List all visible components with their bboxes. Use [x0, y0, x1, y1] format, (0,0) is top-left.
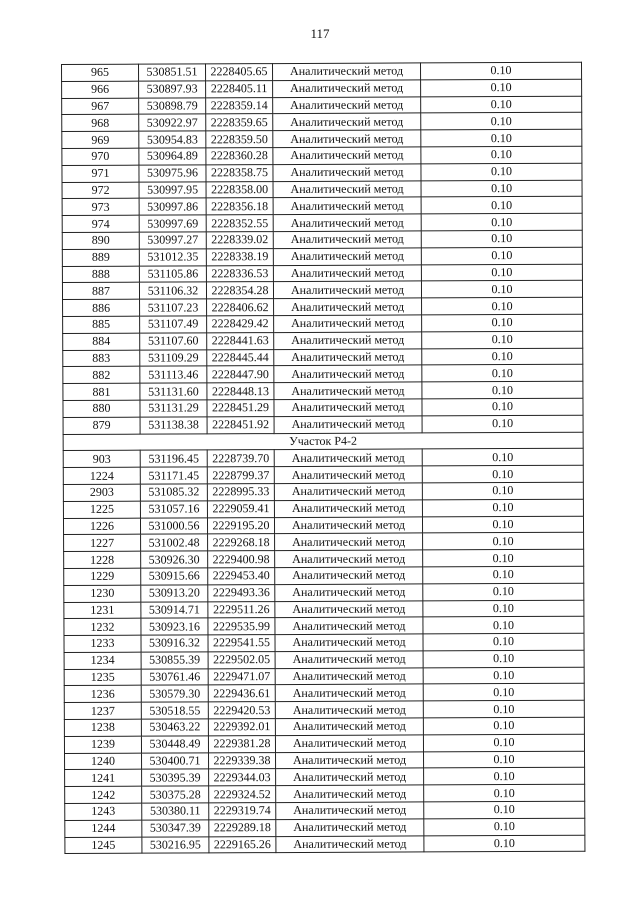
table-row — [63, 499, 583, 518]
table-row — [63, 482, 583, 501]
x-coordinate: 531105.86 — [139, 265, 206, 282]
x-coordinate: 531000.56 — [140, 517, 207, 534]
method-cell: Аналитический метод — [275, 684, 423, 701]
x-coordinate: 530216.95 — [142, 837, 209, 854]
point-number: 970 — [62, 148, 139, 165]
y-coordinate: 2228358.75 — [206, 164, 273, 181]
point-number: 971 — [62, 165, 139, 182]
method-cell: Аналитический метод — [274, 348, 422, 365]
point-number: 1236 — [64, 686, 141, 703]
method-cell: Аналитический метод — [275, 550, 423, 567]
accuracy-cell: 0.10 — [421, 281, 582, 298]
accuracy-cell: 0.10 — [421, 197, 582, 214]
method-cell: Аналитический метод — [273, 130, 421, 147]
accuracy-cell: 0.10 — [422, 381, 583, 398]
table-row — [62, 113, 582, 132]
point-number: 1237 — [64, 702, 141, 719]
table-row — [62, 230, 582, 249]
y-coordinate: 2229319.74 — [209, 803, 276, 820]
x-coordinate: 530923.16 — [141, 618, 208, 635]
y-coordinate: 2228338.19 — [206, 248, 273, 265]
y-coordinate: 2229436.61 — [208, 685, 275, 702]
table-row — [64, 701, 584, 720]
table-row — [62, 247, 582, 266]
accuracy-cell: 0.10 — [424, 835, 585, 852]
table-row — [62, 62, 582, 81]
point-number: 1243 — [65, 803, 142, 820]
table-row — [65, 784, 585, 803]
accuracy-cell: 0.10 — [424, 801, 585, 818]
method-cell: Аналитический метод — [275, 567, 423, 584]
accuracy-cell: 0.10 — [422, 465, 583, 482]
table-row — [64, 650, 584, 669]
point-number: 965 — [62, 64, 139, 81]
table-row — [63, 449, 583, 468]
x-coordinate: 530997.69 — [139, 215, 206, 232]
table-row — [64, 583, 584, 602]
x-coordinate: 530922.97 — [139, 114, 206, 131]
point-number: 2903 — [63, 484, 140, 501]
x-coordinate: 530463.22 — [141, 719, 208, 736]
table-row — [62, 79, 582, 98]
y-coordinate: 2229502.05 — [208, 651, 275, 668]
y-coordinate: 2228354.28 — [206, 282, 273, 299]
point-number: 1240 — [65, 753, 142, 770]
table-row — [64, 633, 584, 652]
method-cell: Аналитический метод — [273, 231, 421, 248]
y-coordinate: 2229541.55 — [208, 635, 275, 652]
accuracy-cell: 0.10 — [421, 163, 582, 180]
point-number: 1231 — [64, 602, 141, 619]
y-coordinate: 2229511.26 — [208, 601, 275, 618]
point-number: 1241 — [65, 770, 142, 787]
method-cell: Аналитический метод — [276, 836, 424, 853]
accuracy-cell: 0.10 — [423, 549, 584, 566]
point-number: 967 — [62, 98, 139, 115]
method-cell: Аналитический метод — [275, 584, 423, 601]
point-number: 1230 — [64, 585, 141, 602]
x-coordinate: 531196.45 — [140, 450, 207, 467]
y-coordinate: 2228799.37 — [207, 467, 274, 484]
y-coordinate: 2229453.40 — [208, 567, 275, 584]
y-coordinate: 2229324.52 — [209, 786, 276, 803]
x-coordinate: 530997.95 — [139, 181, 206, 198]
point-number: 883 — [63, 350, 140, 367]
method-cell: Аналитический метод — [274, 500, 422, 517]
x-coordinate: 530579.30 — [141, 685, 208, 702]
method-cell: Аналитический метод — [275, 651, 423, 668]
x-coordinate: 530954.83 — [139, 131, 206, 148]
table-row — [65, 768, 585, 787]
x-coordinate: 531106.32 — [139, 282, 206, 299]
table-row — [64, 717, 584, 736]
y-coordinate: 2228359.50 — [206, 131, 273, 148]
table-row — [64, 734, 584, 753]
x-coordinate: 531171.45 — [140, 467, 207, 484]
point-number: 968 — [62, 115, 139, 132]
method-cell: Аналитический метод — [274, 483, 422, 500]
accuracy-cell: 0.10 — [423, 566, 584, 583]
x-coordinate: 531002.48 — [141, 534, 208, 551]
table-row — [62, 264, 582, 283]
accuracy-cell: 0.10 — [421, 264, 582, 281]
point-number: 1227 — [64, 534, 141, 551]
x-coordinate: 531113.46 — [140, 366, 207, 383]
y-coordinate: 2228336.53 — [206, 265, 273, 282]
y-coordinate: 2229471.07 — [208, 668, 275, 685]
accuracy-cell: 0.10 — [422, 314, 583, 331]
x-coordinate: 530448.49 — [141, 736, 208, 753]
method-cell: Аналитический метод — [275, 533, 423, 550]
x-coordinate: 530851.51 — [139, 64, 206, 81]
y-coordinate: 2229059.41 — [207, 500, 274, 517]
method-cell: Аналитический метод — [274, 332, 422, 349]
y-coordinate: 2228405.11 — [206, 80, 273, 97]
table-row — [63, 381, 583, 400]
y-coordinate: 2228995.33 — [207, 483, 274, 500]
point-number: 881 — [63, 383, 140, 400]
point-number: 966 — [62, 81, 139, 98]
y-coordinate: 2228429.42 — [207, 316, 274, 333]
x-coordinate: 530855.39 — [141, 652, 208, 669]
accuracy-cell: 0.10 — [424, 768, 585, 785]
table-row — [64, 684, 584, 703]
method-cell: Аналитический метод — [273, 181, 421, 198]
method-cell: Аналитический метод — [274, 516, 422, 533]
page-number: 117 — [310, 26, 330, 41]
method-cell: Аналитический метод — [275, 718, 423, 735]
point-number: 974 — [62, 215, 139, 232]
accuracy-cell: 0.10 — [422, 482, 583, 499]
x-coordinate: 530347.39 — [142, 820, 209, 837]
table-row — [62, 180, 582, 199]
table-row — [64, 667, 584, 686]
point-number: 903 — [63, 450, 140, 467]
point-number: 1229 — [64, 568, 141, 585]
method-cell: Аналитический метод — [273, 97, 421, 114]
y-coordinate: 2229268.18 — [208, 534, 275, 551]
method-cell: Аналитический метод — [275, 668, 423, 685]
accuracy-cell: 0.10 — [422, 348, 583, 365]
table-row — [63, 331, 583, 350]
point-number: 972 — [62, 182, 139, 199]
point-number: 1242 — [65, 786, 142, 803]
x-coordinate: 530914.71 — [141, 601, 208, 618]
table-row — [63, 516, 583, 535]
method-cell: Аналитический метод — [276, 819, 424, 836]
table-row — [65, 818, 585, 837]
x-coordinate: 530761.46 — [141, 669, 208, 686]
accuracy-cell: 0.10 — [421, 180, 582, 197]
accuracy-cell: 0.10 — [421, 247, 582, 264]
point-number: 1228 — [64, 551, 141, 568]
method-cell: Аналитический метод — [274, 365, 422, 382]
method-cell: Аналитический метод — [274, 466, 422, 483]
x-coordinate: 531131.60 — [140, 383, 207, 400]
y-coordinate: 2228339.02 — [206, 232, 273, 249]
table-row — [65, 801, 585, 820]
method-cell: Аналитический метод — [275, 617, 423, 634]
y-coordinate: 2228739.70 — [207, 450, 274, 467]
y-coordinate: 2229289.18 — [209, 819, 276, 836]
point-number: 973 — [62, 199, 139, 216]
x-coordinate: 530395.39 — [142, 769, 209, 786]
y-coordinate: 2228359.65 — [206, 114, 273, 131]
y-coordinate: 2228358.00 — [206, 181, 273, 198]
table-row — [62, 197, 582, 216]
x-coordinate: 530375.28 — [142, 786, 209, 803]
x-coordinate: 531085.32 — [140, 484, 207, 501]
method-cell: Аналитический метод — [275, 701, 423, 718]
y-coordinate: 2228451.29 — [207, 400, 274, 417]
y-coordinate: 2229420.53 — [208, 702, 275, 719]
y-coordinate: 2229392.01 — [208, 719, 275, 736]
table-row — [63, 348, 583, 367]
accuracy-cell: 0.10 — [421, 146, 582, 163]
x-coordinate: 530997.27 — [139, 232, 206, 249]
accuracy-cell: 0.10 — [422, 499, 583, 516]
accuracy-cell: 0.10 — [423, 667, 584, 684]
x-coordinate: 531057.16 — [140, 501, 207, 518]
accuracy-cell: 0.10 — [423, 583, 584, 600]
table-row — [63, 415, 583, 434]
table-row — [64, 617, 584, 636]
x-coordinate: 531107.23 — [140, 299, 207, 316]
y-coordinate: 2228448.13 — [207, 383, 274, 400]
accuracy-cell: 0.10 — [421, 79, 582, 96]
table-row — [63, 365, 583, 384]
y-coordinate: 2229339.38 — [209, 752, 276, 769]
table-row — [65, 835, 585, 854]
table-row — [64, 533, 584, 552]
method-cell: Аналитический метод — [273, 80, 421, 97]
x-coordinate: 530915.66 — [141, 568, 208, 585]
method-cell: Аналитический метод — [273, 264, 421, 281]
method-cell: Аналитический метод — [274, 382, 422, 399]
table-row — [62, 96, 582, 115]
x-coordinate: 530913.20 — [141, 585, 208, 602]
accuracy-cell: 0.10 — [424, 784, 585, 801]
point-number: 890 — [62, 232, 139, 249]
point-number: 1232 — [64, 618, 141, 635]
method-cell: Аналитический метод — [273, 197, 421, 214]
y-coordinate: 2228405.65 — [206, 64, 273, 81]
method-cell: Аналитический метод — [275, 735, 423, 752]
method-cell: Аналитический метод — [274, 449, 422, 466]
point-number: 1226 — [63, 518, 140, 535]
point-number: 885 — [63, 316, 140, 333]
x-coordinate: 531107.60 — [140, 333, 207, 350]
point-number: 1244 — [65, 820, 142, 837]
y-coordinate: 2228356.18 — [206, 198, 273, 215]
accuracy-cell: 0.10 — [420, 62, 581, 79]
x-coordinate: 531131.29 — [140, 400, 207, 417]
y-coordinate: 2228441.63 — [207, 332, 274, 349]
point-number: 1224 — [63, 467, 140, 484]
point-number: 882 — [63, 367, 140, 384]
x-coordinate: 530897.93 — [139, 81, 206, 98]
y-coordinate: 2228447.90 — [207, 366, 274, 383]
y-coordinate: 2228406.62 — [207, 299, 274, 316]
method-cell: Аналитический метод — [274, 399, 422, 416]
x-coordinate: 530518.55 — [141, 702, 208, 719]
x-coordinate: 530898.79 — [139, 97, 206, 114]
y-coordinate: 2229381.28 — [208, 735, 275, 752]
x-coordinate: 530997.86 — [139, 198, 206, 215]
method-cell: Аналитический метод — [276, 785, 424, 802]
y-coordinate: 2228360.28 — [206, 148, 273, 165]
accuracy-cell: 0.10 — [422, 415, 583, 432]
accuracy-cell: 0.10 — [423, 701, 584, 718]
method-cell: Аналитический метод — [274, 298, 422, 315]
y-coordinate: 2228352.55 — [206, 215, 273, 232]
table-row — [62, 213, 582, 232]
y-coordinate: 2228445.44 — [207, 349, 274, 366]
accuracy-cell: 0.10 — [422, 398, 583, 415]
accuracy-cell: 0.10 — [421, 113, 582, 130]
point-number: 880 — [63, 400, 140, 417]
table-row — [64, 600, 584, 619]
point-number: 1238 — [64, 719, 141, 736]
x-coordinate: 531012.35 — [139, 249, 206, 266]
point-number: 1234 — [64, 652, 141, 669]
section-title: Участок Р4-2 — [63, 432, 583, 451]
x-coordinate: 531138.38 — [140, 417, 207, 434]
accuracy-cell: 0.10 — [421, 129, 582, 146]
x-coordinate: 530380.11 — [142, 803, 209, 820]
y-coordinate: 2229400.98 — [208, 551, 275, 568]
y-coordinate: 2229195.20 — [207, 517, 274, 534]
accuracy-cell: 0.10 — [423, 600, 584, 617]
table-row — [62, 281, 582, 300]
accuracy-cell: 0.10 — [422, 365, 583, 382]
point-number: 1239 — [64, 736, 141, 753]
method-cell: Аналитический метод — [275, 634, 423, 651]
y-coordinate: 2228451.92 — [207, 416, 274, 433]
table-row — [62, 146, 582, 165]
accuracy-cell: 0.10 — [421, 96, 582, 113]
point-number: 1245 — [65, 837, 142, 854]
accuracy-cell: 0.10 — [422, 331, 583, 348]
table-row — [64, 566, 584, 585]
point-number: 1225 — [63, 501, 140, 518]
accuracy-cell: 0.10 — [422, 297, 583, 314]
table-row — [63, 465, 583, 484]
block1-rows — [62, 62, 584, 434]
x-coordinate: 530975.96 — [139, 165, 206, 182]
method-cell: Аналитический метод — [275, 600, 423, 617]
accuracy-cell: 0.10 — [422, 449, 583, 466]
y-coordinate: 2229165.26 — [209, 836, 276, 853]
table-row — [63, 314, 583, 333]
table-row — [62, 163, 582, 182]
accuracy-cell: 0.10 — [421, 230, 582, 247]
table-row — [65, 751, 585, 770]
point-number: 1235 — [64, 669, 141, 686]
table-row — [62, 129, 582, 148]
table-row — [64, 549, 584, 568]
x-coordinate: 530964.89 — [139, 148, 206, 165]
x-coordinate: 530916.32 — [141, 635, 208, 652]
accuracy-cell: 0.10 — [424, 818, 585, 835]
accuracy-cell: 0.10 — [423, 617, 584, 634]
method-cell: Аналитический метод — [274, 315, 422, 332]
point-number: 884 — [63, 333, 140, 350]
accuracy-cell: 0.10 — [421, 213, 582, 230]
table-row — [63, 297, 583, 316]
accuracy-cell: 0.10 — [424, 751, 585, 768]
method-cell: Аналитический метод — [273, 164, 421, 181]
point-number: 888 — [62, 266, 139, 283]
y-coordinate: 2229344.03 — [209, 769, 276, 786]
accuracy-cell: 0.10 — [423, 633, 584, 650]
y-coordinate: 2229535.99 — [208, 618, 275, 635]
method-cell: Аналитический метод — [273, 113, 421, 130]
point-number: 887 — [62, 283, 139, 300]
y-coordinate: 2228359.14 — [206, 97, 273, 114]
y-coordinate: 2229493.36 — [208, 584, 275, 601]
coordinates-table — [61, 62, 585, 855]
accuracy-cell: 0.10 — [423, 650, 584, 667]
method-cell: Аналитический метод — [274, 416, 422, 433]
x-coordinate: 530926.30 — [141, 551, 208, 568]
accuracy-cell: 0.10 — [422, 516, 583, 533]
method-cell: Аналитический метод — [273, 248, 421, 265]
point-number: 879 — [63, 417, 140, 434]
x-coordinate: 531107.49 — [140, 316, 207, 333]
point-number: 889 — [62, 249, 139, 266]
method-cell: Аналитический метод — [273, 214, 421, 231]
x-coordinate: 530400.71 — [142, 753, 209, 770]
table-row — [63, 398, 583, 417]
method-cell: Аналитический метод — [276, 752, 424, 769]
accuracy-cell: 0.10 — [423, 684, 584, 701]
x-coordinate: 531109.29 — [140, 349, 207, 366]
accuracy-cell: 0.10 — [423, 734, 584, 751]
block2-rows — [63, 449, 585, 854]
method-cell: Аналитический метод — [273, 147, 421, 164]
method-cell: Аналитический метод — [276, 768, 424, 785]
method-cell: Аналитический метод — [273, 281, 421, 298]
method-cell: Аналитический метод — [276, 802, 424, 819]
accuracy-cell: 0.10 — [423, 533, 584, 550]
accuracy-cell: 0.10 — [423, 717, 584, 734]
method-cell: Аналитический метод — [273, 63, 421, 80]
point-number: 969 — [62, 131, 139, 148]
point-number: 886 — [63, 299, 140, 316]
point-number: 1233 — [64, 635, 141, 652]
